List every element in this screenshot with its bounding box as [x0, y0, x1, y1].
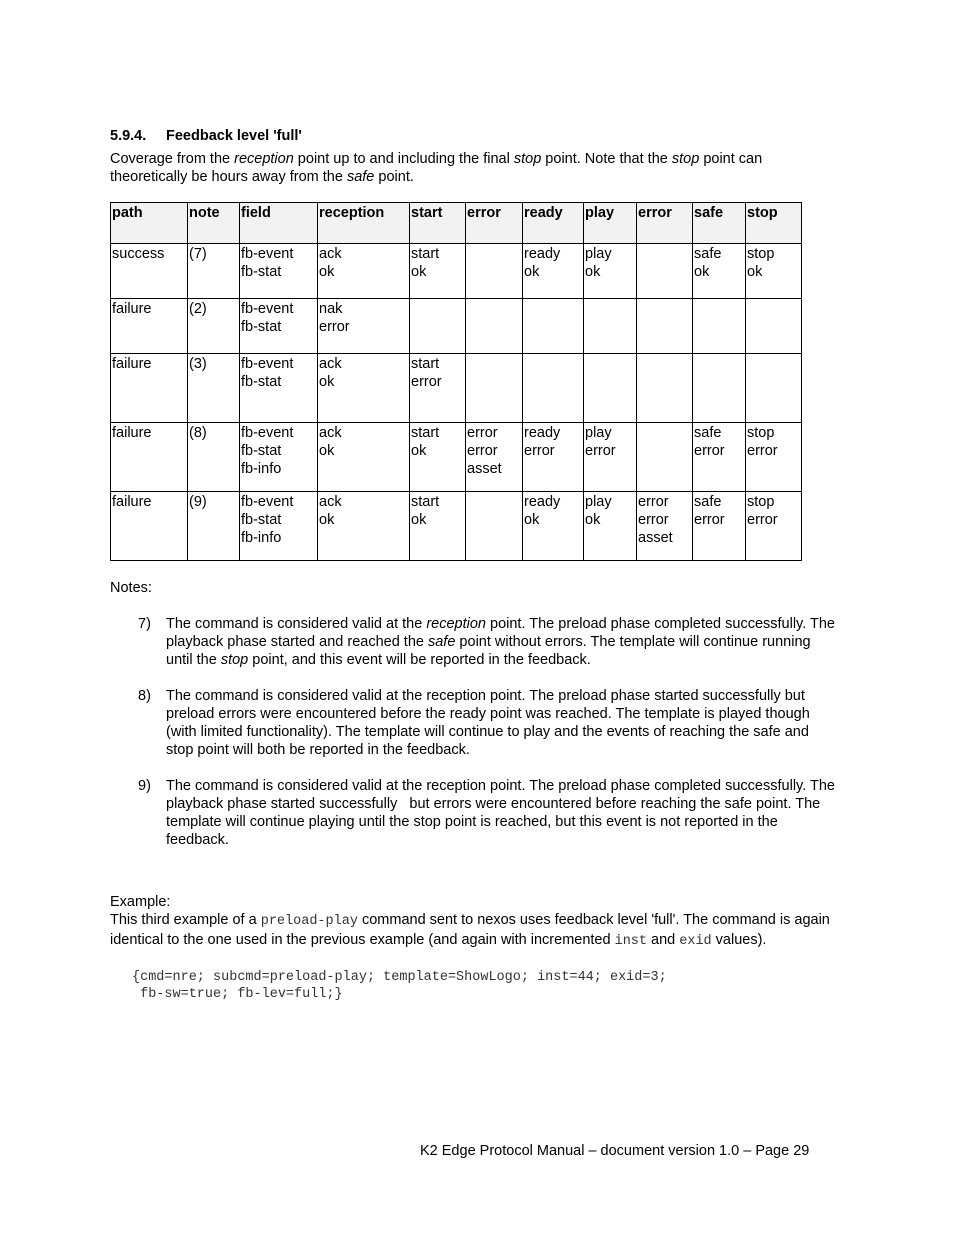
cell-line: error: [694, 443, 725, 459]
cell-line: error: [524, 443, 555, 459]
cell-line: ack: [319, 494, 342, 510]
note-text: point. The preload phase completed successfully. The playback phase started and reached the: [166, 616, 835, 650]
cell-ready: [523, 244, 584, 299]
cell-path: failure: [111, 423, 188, 492]
cell-line: error: [467, 443, 498, 459]
cell-line: play: [585, 425, 612, 441]
cell-ready: [523, 354, 584, 423]
cell-error: [466, 244, 523, 299]
cell-play: [584, 354, 637, 423]
cell-line: fb-stat: [241, 443, 282, 459]
cell-line: ack: [319, 425, 342, 441]
cell-line: start: [411, 356, 440, 372]
cell-stop: [746, 354, 802, 423]
cell-safe: [693, 354, 746, 423]
cell-line: fb-info: [241, 530, 282, 546]
intro-paragraph: [110, 150, 840, 186]
cell-line: asset: [638, 530, 673, 546]
cell-line: play: [585, 494, 612, 510]
cell-error-2: [637, 492, 693, 561]
example-code: exid: [679, 934, 712, 949]
cell-start: [410, 354, 466, 423]
cell-line: fb-stat: [241, 264, 282, 280]
cell-line: fb-stat: [241, 374, 282, 390]
cell-line: ok: [319, 264, 335, 280]
cell-line: start: [411, 494, 440, 510]
cell-note: (8): [188, 423, 240, 492]
cell-play: [584, 492, 637, 561]
table-header-row: [111, 203, 802, 244]
cell-line: error: [638, 494, 669, 510]
intro-text-3: point. Note that the: [541, 151, 672, 167]
cell-safe: [693, 423, 746, 492]
cell-error: [466, 299, 523, 354]
cell-stop: [746, 423, 802, 492]
example-label: Example:: [110, 894, 171, 910]
intro-emph-3: stop: [671, 151, 700, 167]
note-emph: stop: [220, 652, 249, 668]
list-item: [110, 615, 840, 669]
cell-reception: [318, 492, 410, 561]
cell-line: error: [747, 512, 778, 528]
cell-note: (7): [188, 244, 240, 299]
cell-line: fb-event: [241, 494, 294, 510]
list-item: [110, 687, 840, 759]
section-title: Feedback level 'full': [166, 128, 302, 144]
page-footer: K2 Edge Protocol Manual – document version 1.0 – Page 29: [420, 1143, 810, 1159]
cell-path: failure: [111, 299, 188, 354]
cell-line: nak: [319, 301, 343, 317]
cell-line: safe: [694, 425, 722, 441]
cell-stop: [746, 492, 802, 561]
cell-line: ok: [411, 443, 427, 459]
header-reception: reception: [318, 203, 410, 244]
command-block: [110, 969, 840, 1003]
note-text: point, and this event will be reported in the feedback.: [248, 652, 591, 668]
cell-line: error: [694, 512, 725, 528]
cell-error-2: [637, 354, 693, 423]
cell-line: ok: [319, 512, 335, 528]
list-item: [110, 777, 840, 849]
cell-start: [410, 423, 466, 492]
cell-note: (9): [188, 492, 240, 561]
note-emph: reception: [426, 616, 486, 632]
header-ready: ready: [523, 203, 584, 244]
notes-label: Notes:: [110, 580, 152, 596]
feedback-table: [110, 202, 802, 561]
cell-safe: [693, 492, 746, 561]
intro-emph-4: safe: [346, 169, 375, 185]
cell-error-2: [637, 423, 693, 492]
note-emph: safe: [427, 634, 456, 650]
example-code: preload-play: [260, 914, 358, 929]
cell-stop: [746, 244, 802, 299]
example-text: This third example of a: [110, 912, 261, 928]
note-number: 9): [138, 778, 151, 794]
cell-field: [240, 299, 318, 354]
section-heading: [110, 128, 840, 144]
cell-ready: [523, 423, 584, 492]
intro-emph-2: stop: [513, 151, 542, 167]
cell-line: error: [319, 319, 350, 335]
cell-error: [466, 492, 523, 561]
table-row: [111, 423, 802, 492]
cell-start: [410, 299, 466, 354]
cell-line: ok: [747, 264, 763, 280]
note-text: point without errors. The template will continue running until the: [166, 634, 811, 668]
cell-line: stop: [747, 494, 775, 510]
document-page: [110, 128, 840, 1003]
section-number: 5.9.4.: [110, 128, 147, 144]
header-play: play: [584, 203, 637, 244]
cell-line: stop: [747, 246, 775, 262]
notes-list: [110, 615, 840, 849]
cell-line: ok: [694, 264, 710, 280]
table-row: [111, 299, 802, 354]
cell-line: ready: [524, 494, 561, 510]
cell-line: ack: [319, 356, 342, 372]
table-row: [111, 354, 802, 423]
command-line: {cmd=nre; subcmd=preload-play; template=ShowLogo; inst=44; exid=3;: [132, 970, 667, 985]
cell-play: [584, 244, 637, 299]
cell-line: safe: [694, 494, 722, 510]
cell-line: ok: [585, 512, 601, 528]
cell-line: play: [585, 246, 612, 262]
command-line: fb-sw=true; fb-lev=full;}: [132, 987, 343, 1002]
cell-line: stop: [747, 425, 775, 441]
cell-start: [410, 244, 466, 299]
header-stop: stop: [746, 203, 802, 244]
table-row: [111, 244, 802, 299]
example-text: values).: [711, 932, 767, 948]
cell-line: ready: [524, 246, 561, 262]
header-safe: safe: [693, 203, 746, 244]
intro-text-4: point can theoretically be hours away from the: [110, 151, 763, 185]
note-number: 7): [138, 616, 151, 632]
cell-line: fb-event: [241, 246, 294, 262]
cell-line: ready: [524, 425, 561, 441]
cell-reception: [318, 423, 410, 492]
cell-field: [240, 492, 318, 561]
cell-line: fb-event: [241, 425, 294, 441]
note-text: The command is considered valid at the reception point. The preload phase started successfully but preload errors were encountered before the ready point was reached. The template is played though (with limited functionality). The template will continue to play and the events of reaching the safe and stop point will both be reported in the feedback.: [166, 688, 810, 758]
cell-line: fb-event: [241, 301, 294, 317]
header-field: field: [240, 203, 318, 244]
table-row: [111, 492, 802, 561]
header-error-2: error: [637, 203, 693, 244]
header-start: start: [410, 203, 466, 244]
cell-line: error: [747, 443, 778, 459]
cell-error: [466, 354, 523, 423]
cell-path: failure: [111, 354, 188, 423]
cell-line: ok: [319, 443, 335, 459]
cell-line: error: [585, 443, 616, 459]
cell-line: ok: [524, 264, 540, 280]
cell-note: (2): [188, 299, 240, 354]
cell-path: failure: [111, 492, 188, 561]
cell-reception: [318, 299, 410, 354]
cell-stop: [746, 299, 802, 354]
example-text: and: [647, 932, 680, 948]
header-note: note: [188, 203, 240, 244]
cell-ready: [523, 492, 584, 561]
cell-line: ok: [411, 512, 427, 528]
cell-line: error: [638, 512, 669, 528]
example-code: inst: [614, 934, 647, 949]
cell-field: [240, 423, 318, 492]
cell-line: asset: [467, 461, 502, 477]
header-error: error: [466, 203, 523, 244]
cell-line: fb-stat: [241, 319, 282, 335]
cell-line: ok: [411, 264, 427, 280]
example-paragraph: [110, 911, 840, 951]
intro-text-1: Coverage from the: [110, 151, 235, 167]
cell-line: start: [411, 246, 440, 262]
note-text: The command is considered valid at the reception point. The preload phase completed successfully. The playback phase started successfully but errors were encountered before reaching the safe point. The template will continue playing until the stop point is reached, but this event is not reported in the feedback.: [166, 778, 840, 848]
cell-error-2: [637, 244, 693, 299]
cell-line: error: [411, 374, 442, 390]
example-text: command sent to nexos uses feedback level 'full'. The command is again identical to the one used in the previous example (and again with incremented: [110, 912, 830, 948]
intro-emph-1: reception: [234, 151, 294, 167]
cell-error: [466, 423, 523, 492]
note-number: 8): [138, 688, 151, 704]
cell-field: [240, 354, 318, 423]
cell-ready: [523, 299, 584, 354]
cell-reception: [318, 244, 410, 299]
cell-path: success: [111, 244, 188, 299]
cell-safe: [693, 244, 746, 299]
cell-line: error: [467, 425, 498, 441]
cell-reception: [318, 354, 410, 423]
cell-line: fb-stat: [241, 512, 282, 528]
intro-text-2: point up to and including the final: [293, 151, 514, 167]
cell-play: [584, 299, 637, 354]
header-path: path: [111, 203, 188, 244]
intro-text-5: point.: [374, 169, 414, 185]
cell-error-2: [637, 299, 693, 354]
cell-play: [584, 423, 637, 492]
cell-start: [410, 492, 466, 561]
cell-safe: [693, 299, 746, 354]
cell-note: (3): [188, 354, 240, 423]
cell-line: ok: [585, 264, 601, 280]
cell-line: start: [411, 425, 440, 441]
cell-field: [240, 244, 318, 299]
cell-line: fb-event: [241, 356, 294, 372]
note-text: The command is considered valid at the: [166, 616, 427, 632]
cell-line: fb-info: [241, 461, 282, 477]
cell-line: safe: [694, 246, 722, 262]
cell-line: ack: [319, 246, 342, 262]
cell-line: ok: [524, 512, 540, 528]
cell-line: ok: [319, 374, 335, 390]
